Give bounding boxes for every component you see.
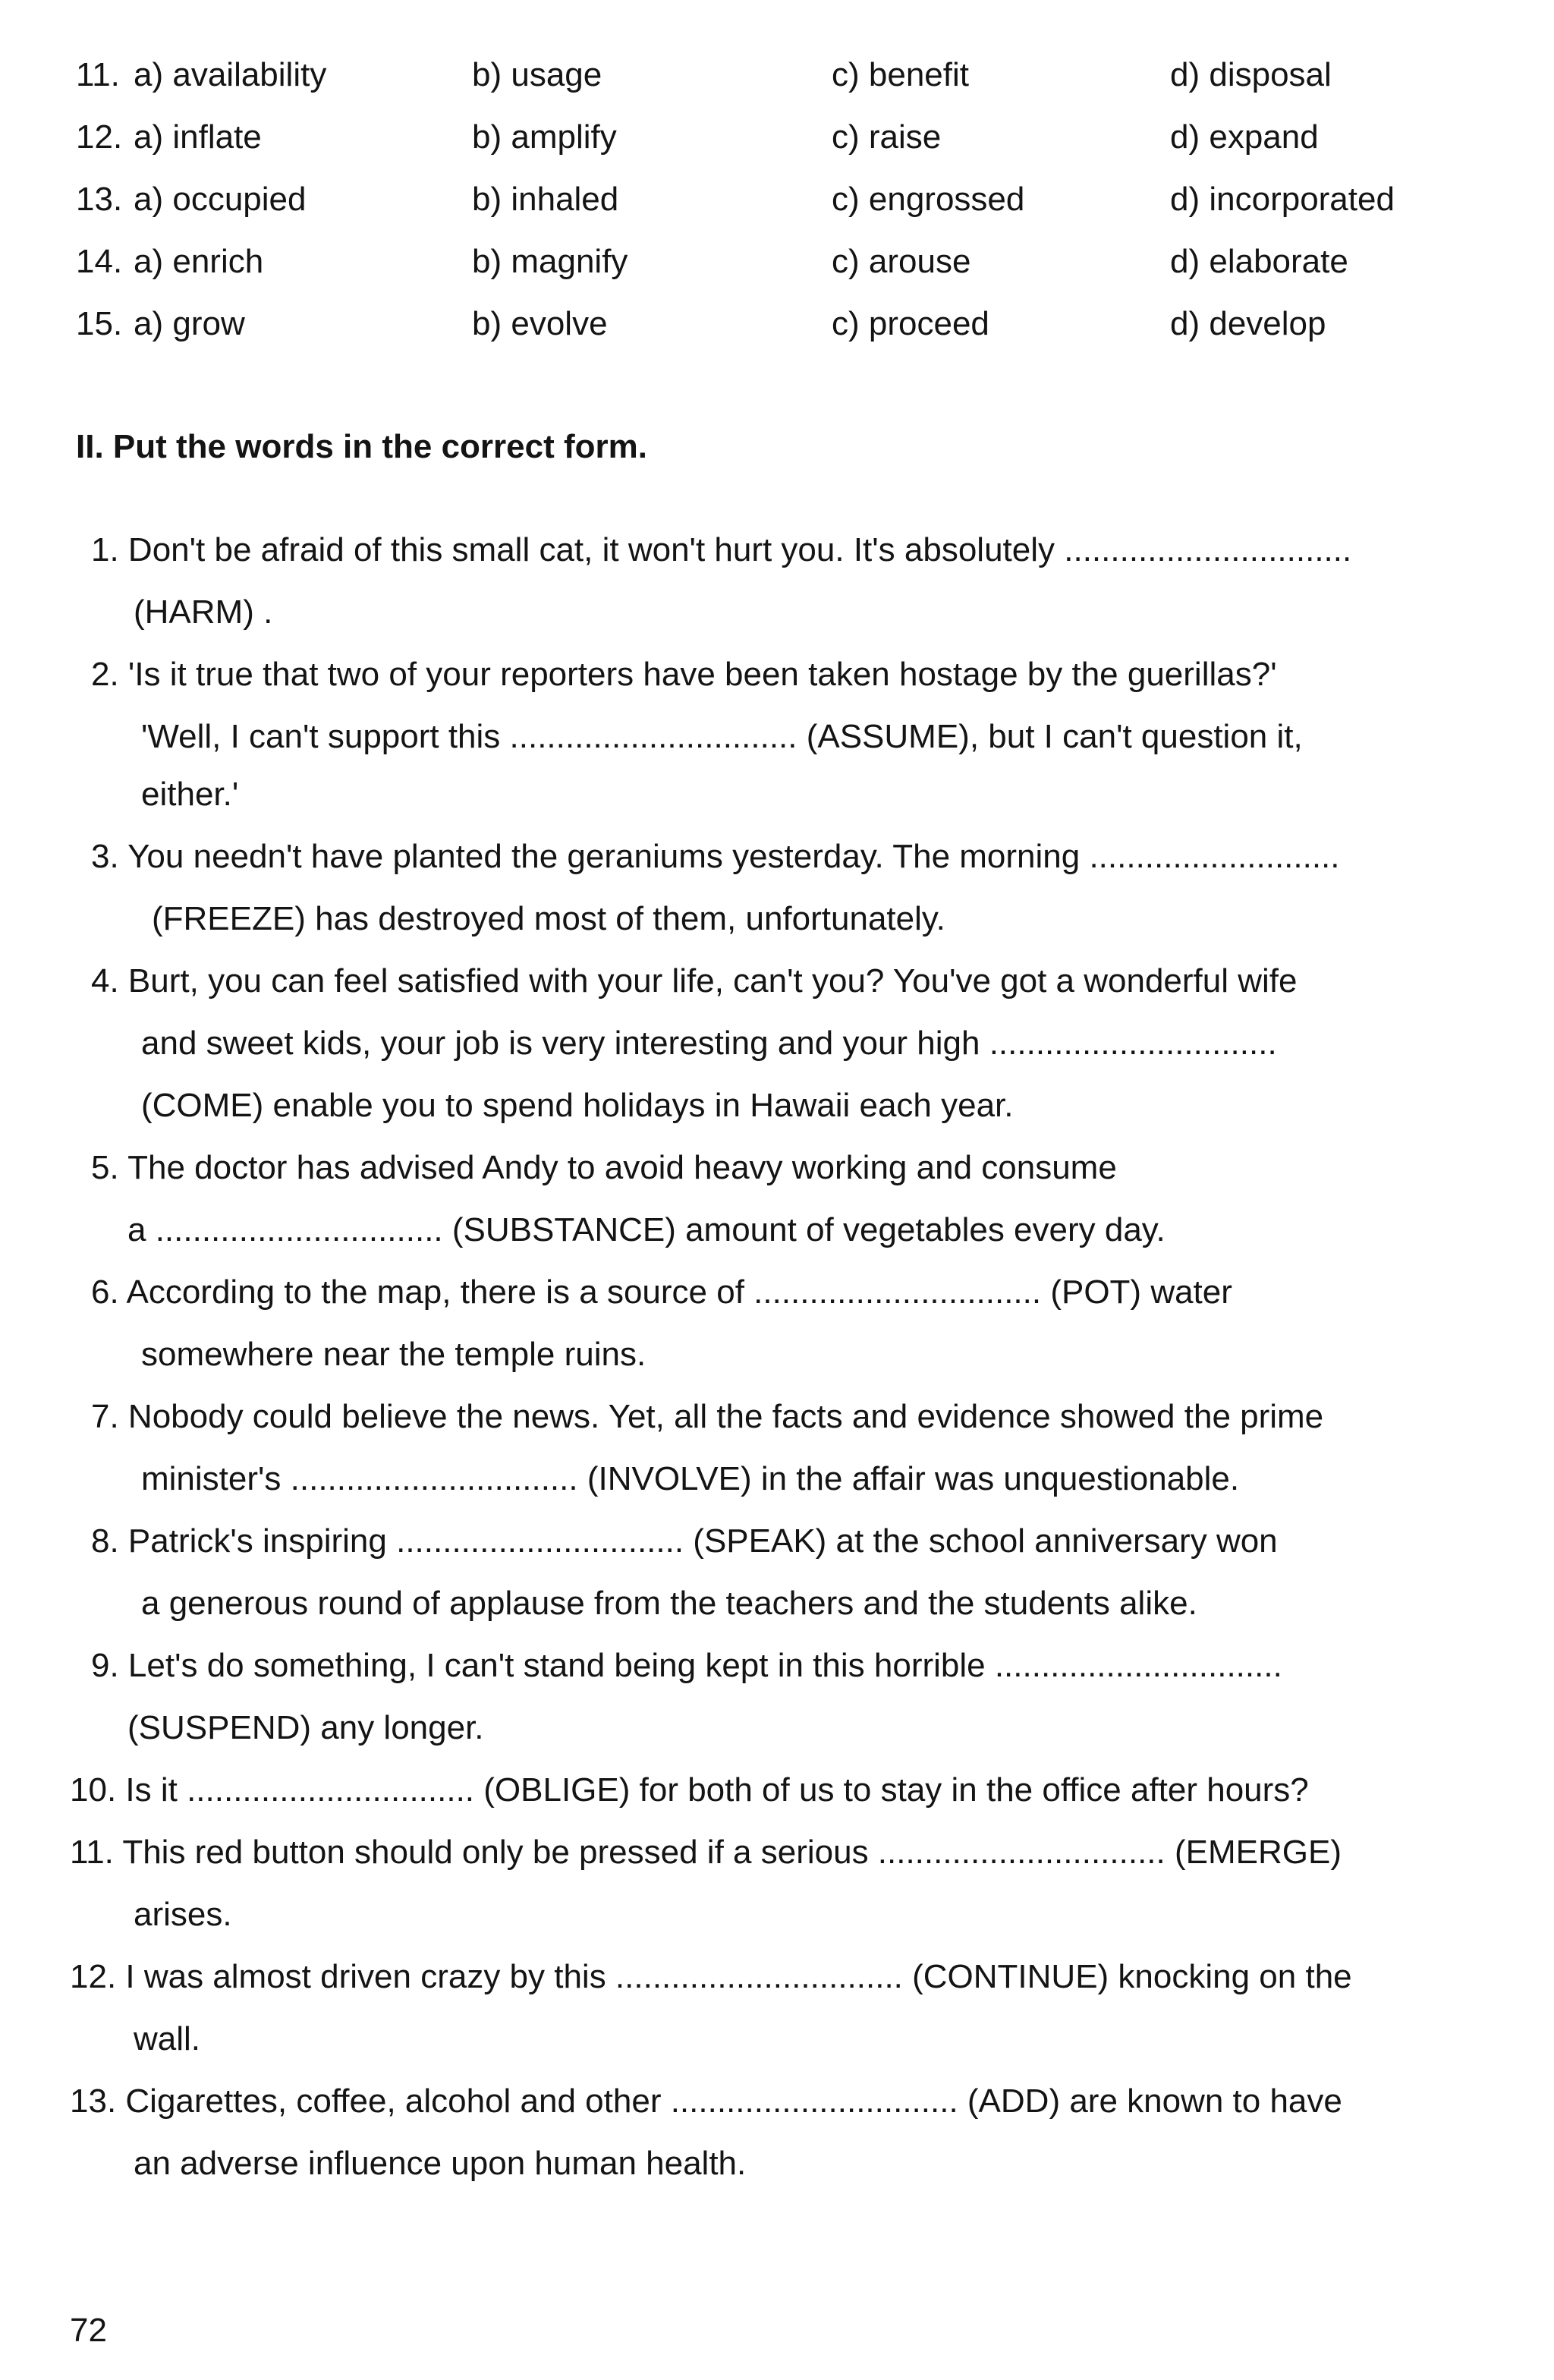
- choice-option-c: c) arouse: [832, 243, 971, 280]
- choice-option-a: a) occupied: [134, 181, 307, 218]
- choice-option-a: a) availability: [134, 56, 327, 93]
- exercise-line: (SUSPEND) any longer.: [127, 1709, 484, 1746]
- choice-option-b: b) amplify: [472, 118, 617, 156]
- exercise-line: 12. I was almost driven crazy by this ............................... (CONTINUE) knocking on the: [70, 1958, 1352, 1995]
- choice-option-b: b) magnify: [472, 243, 628, 280]
- choice-option-b: b) evolve: [472, 305, 608, 342]
- choice-option-d: d) incorporated: [1170, 181, 1395, 218]
- choice-option-d: d) disposal: [1170, 56, 1332, 93]
- exercise-line: (FREEZE) has destroyed most of them, unfortunately.: [152, 900, 945, 937]
- exercise-line: an adverse influence upon human health.: [134, 2145, 747, 2182]
- exercise-line: arises.: [134, 1896, 232, 1933]
- exercise-line: 'Well, I can't support this ............................... (ASSUME), but I can't question it,: [141, 718, 1303, 755]
- section-heading: II. Put the words in the correct form.: [76, 428, 647, 465]
- choice-option-b: b) inhaled: [472, 181, 619, 218]
- choice-option-d: d) expand: [1170, 118, 1319, 156]
- exercise-line: either.': [141, 776, 239, 813]
- choice-option-c: c) engrossed: [832, 181, 1025, 218]
- exercise-line: 4. Burt, you can feel satisfied with your life, can't you? You've got a wonderful wife: [91, 962, 1298, 1000]
- exercise-line: 8. Patrick's inspiring ............................... (SPEAK) at the school anniversary won: [91, 1522, 1278, 1560]
- exercise-line: 11. This red button should only be pressed if a serious ............................... (EMERGE): [70, 1834, 1342, 1871]
- page-number: 72: [70, 2312, 107, 2349]
- exercise-line: (HARM) .: [134, 593, 273, 631]
- choice-number: 15.: [76, 305, 123, 342]
- exercise-line: and sweet kids, your job is very interesting and your high ...............................: [141, 1025, 1277, 1062]
- choice-number: 11.: [76, 56, 120, 93]
- exercise-line: a generous round of applause from the teachers and the students alike.: [141, 1585, 1197, 1622]
- choice-option-a: a) grow: [134, 305, 245, 342]
- exercise-line: (COME) enable you to spend holidays in Hawaii each year.: [141, 1087, 1014, 1124]
- choice-option-c: c) proceed: [832, 305, 989, 342]
- exercise-line: 5. The doctor has advised Andy to avoid heavy working and consume: [91, 1149, 1117, 1186]
- exercise-line: minister's ............................... (INVOLVE) in the affair was unquestionable.: [141, 1460, 1240, 1497]
- choice-option-a: a) inflate: [134, 118, 262, 156]
- choice-option-c: c) benefit: [832, 56, 969, 93]
- choice-number: 12.: [76, 118, 123, 156]
- choice-option-d: d) develop: [1170, 305, 1326, 342]
- choice-number: 13.: [76, 181, 123, 218]
- exercise-line: 13. Cigarettes, coffee, alcohol and other ............................... (ADD) are known to have: [70, 2082, 1342, 2120]
- choice-option-c: c) raise: [832, 118, 942, 156]
- choice-option-a: a) enrich: [134, 243, 264, 280]
- choice-number: 14.: [76, 243, 123, 280]
- choice-option-d: d) elaborate: [1170, 243, 1348, 280]
- exercise-line: wall.: [134, 2020, 201, 2057]
- exercise-line: 2. 'Is it true that two of your reporters have been taken hostage by the guerillas?': [91, 656, 1277, 693]
- exercise-line: 7. Nobody could believe the news. Yet, all the facts and evidence showed the prime: [91, 1398, 1324, 1435]
- exercise-line: 10. Is it ............................... (OBLIGE) for both of us to stay in the office after hours?: [70, 1771, 1309, 1809]
- exercise-line: somewhere near the temple ruins.: [141, 1336, 646, 1373]
- exercise-line: 6. According to the map, there is a source of ............................... (POT) water: [91, 1273, 1232, 1311]
- exercise-line: 1. Don't be afraid of this small cat, it won't hurt you. It's absolutely ...............................: [91, 531, 1352, 568]
- exercise-line: 3. You needn't have planted the geraniums yesterday. The morning ...........................: [91, 838, 1340, 875]
- exercise-line: a ............................... (SUBSTANCE) amount of vegetables every day.: [127, 1211, 1166, 1248]
- exercise-line: 9. Let's do something, I can't stand being kept in this horrible ...............................: [91, 1647, 1282, 1684]
- choice-option-b: b) usage: [472, 56, 602, 93]
